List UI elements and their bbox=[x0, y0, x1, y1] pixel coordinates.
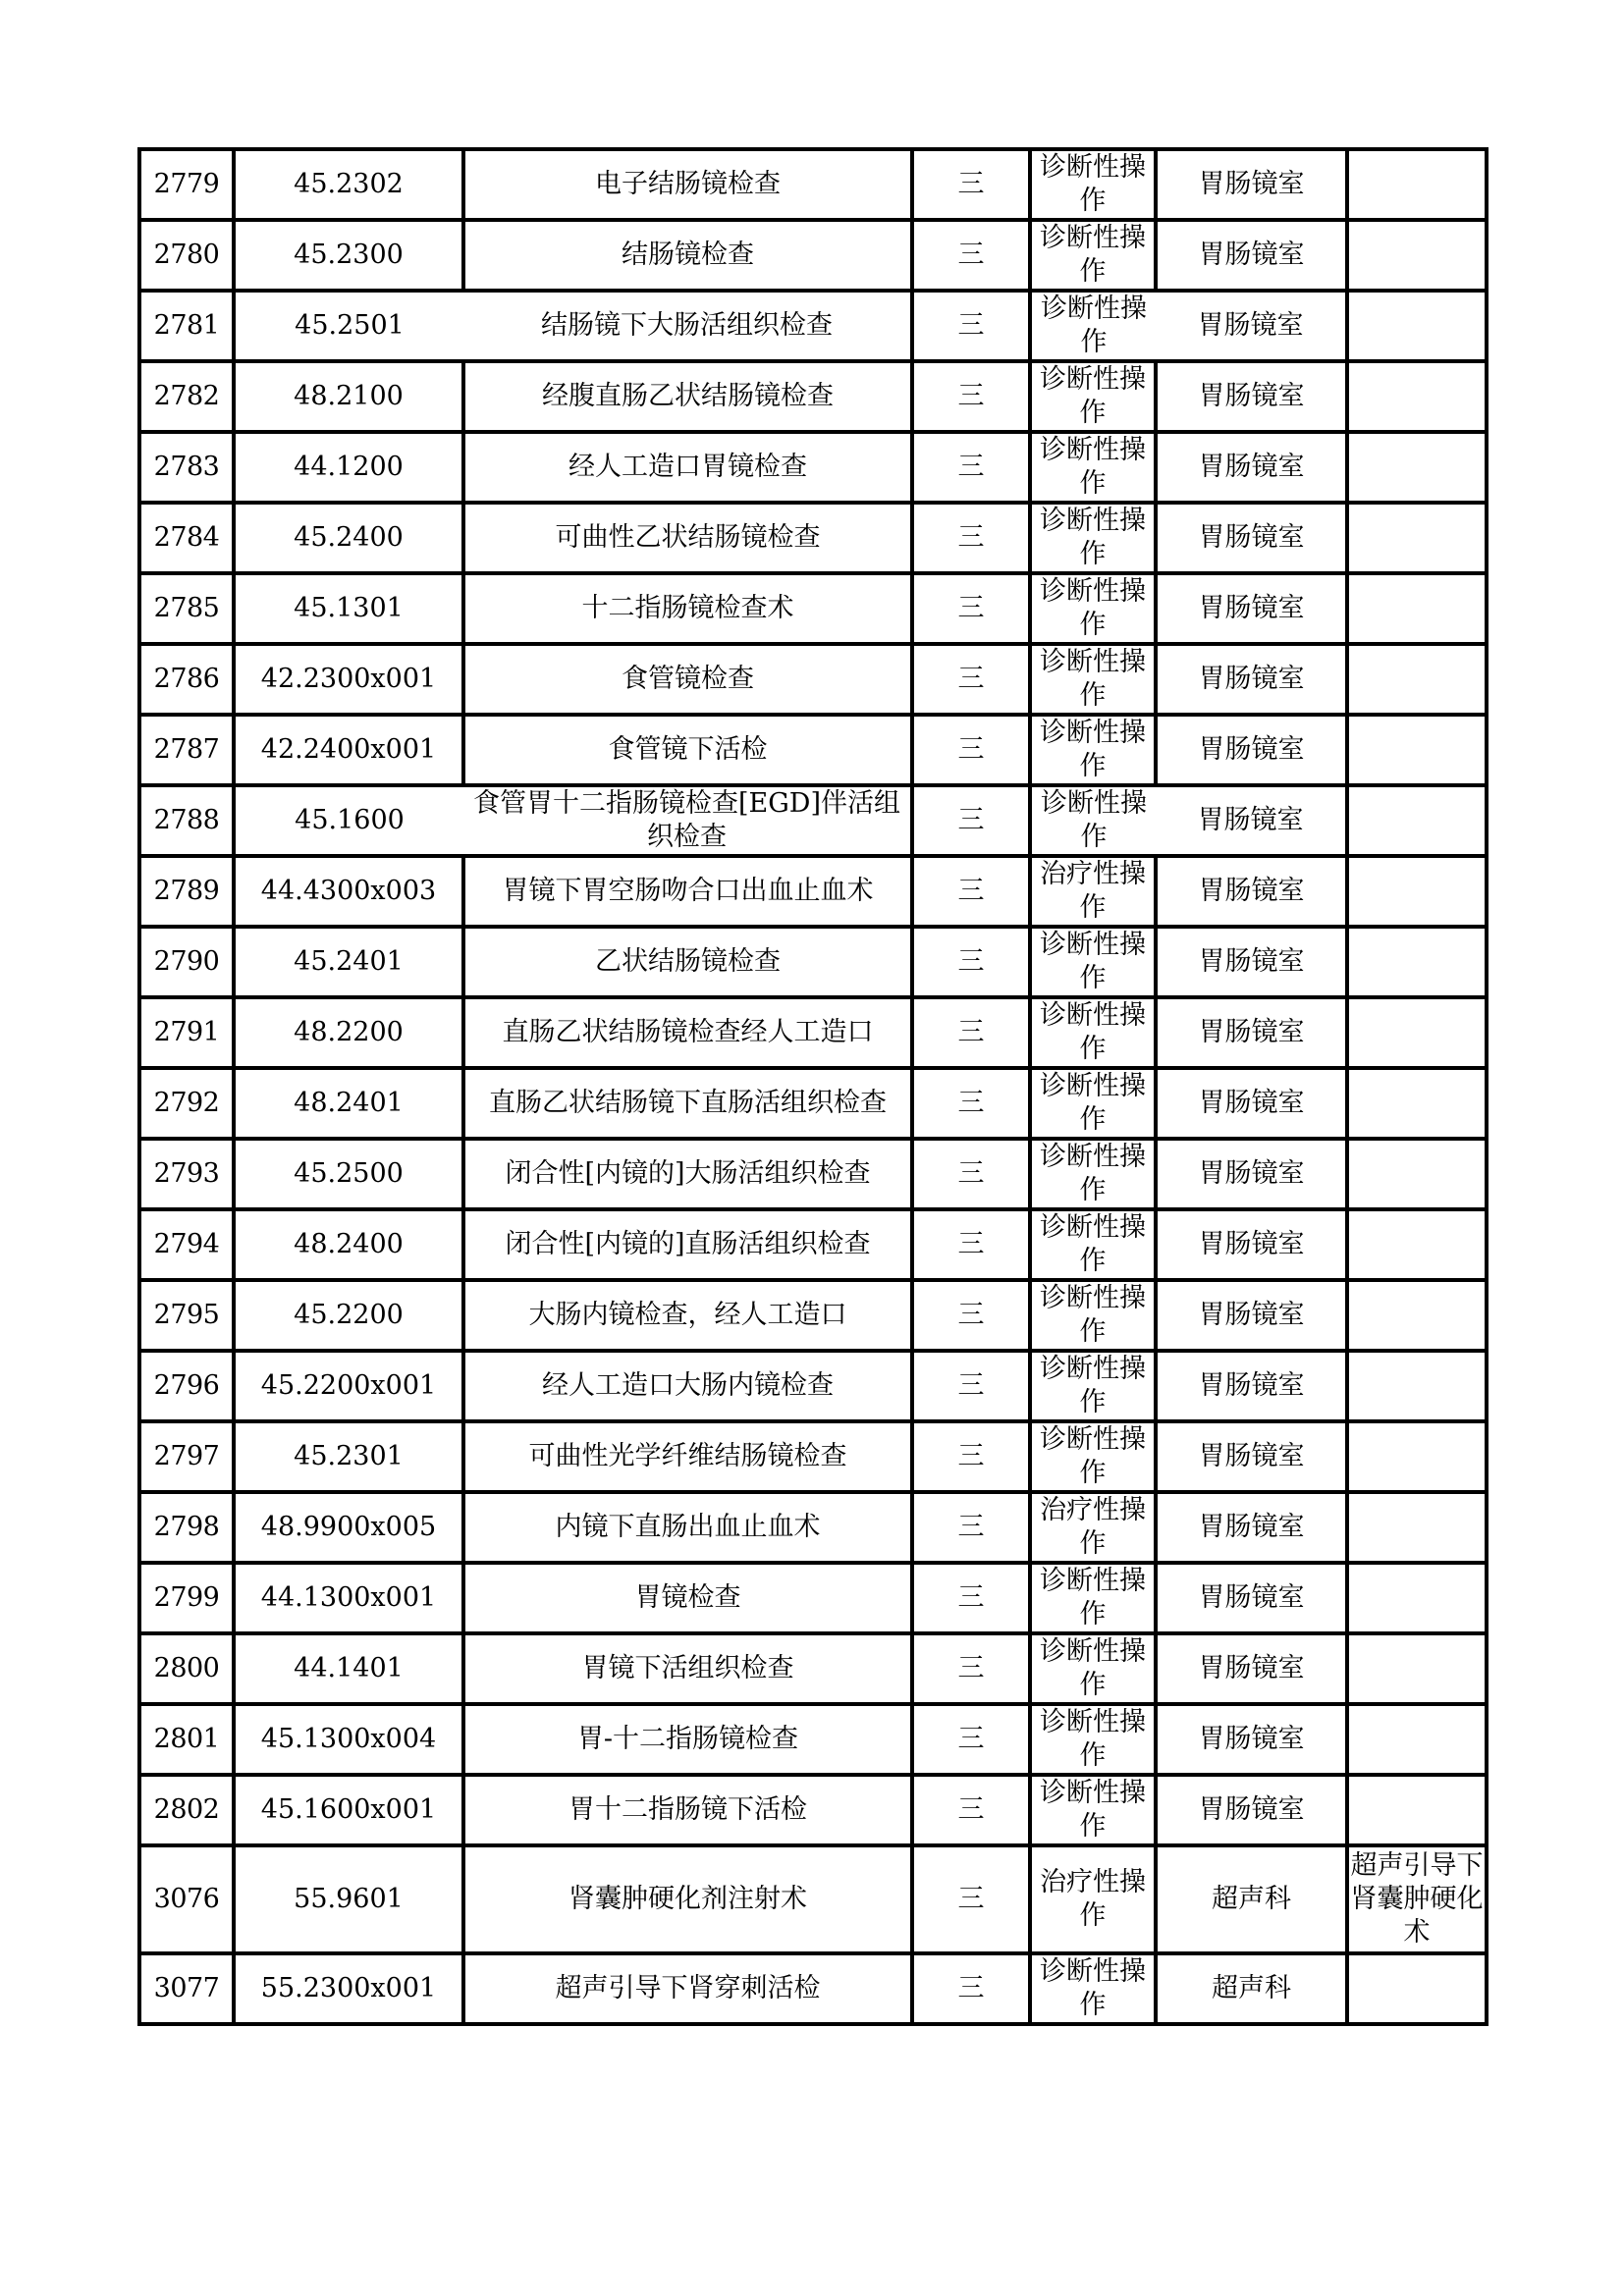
table-body bbox=[139, 149, 1487, 2024]
level-cell: 三 bbox=[912, 1704, 1030, 1775]
table-row bbox=[139, 1845, 1487, 1953]
seq-cell: 2780 bbox=[139, 220, 234, 291]
type-cell: 诊断性操作 bbox=[1030, 1775, 1156, 1845]
table-row bbox=[139, 715, 1487, 785]
table-row bbox=[139, 1704, 1487, 1775]
name-cell: 闭合性[内镜的]大肠活组织检查 bbox=[463, 1139, 912, 1209]
note-cell bbox=[1347, 1280, 1487, 1351]
code-cell: 45.1300x004 bbox=[234, 1704, 463, 1775]
name-cell: 肾囊肿硬化剂注射术 bbox=[463, 1845, 912, 1953]
table-row bbox=[139, 1563, 1487, 1633]
table-row bbox=[139, 220, 1487, 291]
type-cell: 诊断性操作 bbox=[1030, 1953, 1156, 2024]
seq-cell: 2802 bbox=[139, 1775, 234, 1845]
dept-cell: 胃肠镜室 bbox=[1156, 432, 1347, 503]
seq-cell: 2784 bbox=[139, 503, 234, 573]
type-cell: 诊断性操作 bbox=[1030, 644, 1156, 715]
level-cell: 三 bbox=[912, 1633, 1030, 1704]
dept-cell: 胃肠镜室 bbox=[1156, 149, 1347, 220]
dept-cell: 胃肠镜室 bbox=[1156, 1139, 1347, 1209]
seq-cell: 2789 bbox=[139, 856, 234, 927]
level-cell: 三 bbox=[912, 1421, 1030, 1492]
type-cell: 诊断性操作 bbox=[1030, 503, 1156, 573]
level-cell: 三 bbox=[912, 856, 1030, 927]
note-cell bbox=[1347, 1421, 1487, 1492]
type-cell: 治疗性操作 bbox=[1030, 1845, 1156, 1953]
table-row bbox=[139, 503, 1487, 573]
dept-cell: 胃肠镜室 bbox=[1156, 503, 1347, 573]
seq-cell: 2795 bbox=[139, 1280, 234, 1351]
note-cell bbox=[1347, 1139, 1487, 1209]
type-cell: 诊断性操作 bbox=[1030, 785, 1156, 856]
level-cell: 三 bbox=[912, 785, 1030, 856]
name-cell: 结肠镜检查 bbox=[463, 220, 912, 291]
seq-cell: 2800 bbox=[139, 1633, 234, 1704]
level-cell: 三 bbox=[912, 1845, 1030, 1953]
type-cell: 诊断性操作 bbox=[1030, 997, 1156, 1068]
note-cell bbox=[1347, 503, 1487, 573]
dept-cell: 胃肠镜室 bbox=[1156, 644, 1347, 715]
note-cell bbox=[1347, 997, 1487, 1068]
code-cell: 44.1200 bbox=[234, 432, 463, 503]
table-row bbox=[139, 432, 1487, 503]
code-cell: 48.2400 bbox=[234, 1209, 463, 1280]
seq-cell: 2793 bbox=[139, 1139, 234, 1209]
dept-cell: 胃肠镜室 bbox=[1156, 1775, 1347, 1845]
type-cell: 治疗性操作 bbox=[1030, 856, 1156, 927]
name-cell: 胃十二指肠镜下活检 bbox=[463, 1775, 912, 1845]
code-cell: 45.2302 bbox=[234, 149, 463, 220]
name-cell: 内镜下直肠出血止血术 bbox=[463, 1492, 912, 1563]
code-cell: 44.4300x003 bbox=[234, 856, 463, 927]
table-row bbox=[139, 785, 1487, 856]
note-cell bbox=[1347, 785, 1487, 856]
seq-cell: 2796 bbox=[139, 1351, 234, 1421]
level-cell: 三 bbox=[912, 644, 1030, 715]
type-cell: 诊断性操作 bbox=[1030, 1351, 1156, 1421]
level-cell: 三 bbox=[912, 1139, 1030, 1209]
name-cell: 电子结肠镜检查 bbox=[463, 149, 912, 220]
seq-cell: 2794 bbox=[139, 1209, 234, 1280]
table-row bbox=[139, 149, 1487, 220]
dept-cell: 胃肠镜室 bbox=[1156, 1633, 1347, 1704]
seq-cell: 2786 bbox=[139, 644, 234, 715]
note-cell bbox=[1347, 1209, 1487, 1280]
type-cell: 诊断性操作 bbox=[1030, 1421, 1156, 1492]
name-cell: 经人工造口胃镜检查 bbox=[463, 432, 912, 503]
code-cell: 42.2400x001 bbox=[234, 715, 463, 785]
note-cell bbox=[1347, 1704, 1487, 1775]
code-cell: 45.2301 bbox=[234, 1421, 463, 1492]
type-cell: 诊断性操作 bbox=[1030, 927, 1156, 997]
table-row bbox=[139, 856, 1487, 927]
dept-cell: 胃肠镜室 bbox=[1156, 1068, 1347, 1139]
table-row bbox=[139, 1953, 1487, 2024]
type-cell: 诊断性操作 bbox=[1030, 1280, 1156, 1351]
level-cell: 三 bbox=[912, 1563, 1030, 1633]
type-cell: 诊断性操作 bbox=[1030, 291, 1156, 361]
code-cell: 45.2500 bbox=[234, 1139, 463, 1209]
dept-cell: 胃肠镜室 bbox=[1156, 927, 1347, 997]
dept-cell: 胃肠镜室 bbox=[1156, 785, 1347, 856]
table-row bbox=[139, 1351, 1487, 1421]
name-cell: 胃镜下活组织检查 bbox=[463, 1633, 912, 1704]
dept-cell: 胃肠镜室 bbox=[1156, 1704, 1347, 1775]
table-row bbox=[139, 1775, 1487, 1845]
note-cell bbox=[1347, 1775, 1487, 1845]
seq-cell: 2798 bbox=[139, 1492, 234, 1563]
code-cell: 42.2300x001 bbox=[234, 644, 463, 715]
level-cell: 三 bbox=[912, 503, 1030, 573]
table-row bbox=[139, 1209, 1487, 1280]
type-cell: 诊断性操作 bbox=[1030, 1209, 1156, 1280]
seq-cell: 2801 bbox=[139, 1704, 234, 1775]
level-cell: 三 bbox=[912, 1280, 1030, 1351]
seq-cell: 2791 bbox=[139, 997, 234, 1068]
table-row bbox=[139, 927, 1487, 997]
dept-cell: 胃肠镜室 bbox=[1156, 1563, 1347, 1633]
type-cell: 诊断性操作 bbox=[1030, 361, 1156, 432]
code-cell: 48.2200 bbox=[234, 997, 463, 1068]
level-cell: 三 bbox=[912, 149, 1030, 220]
seq-cell: 2781 bbox=[139, 291, 234, 361]
seq-cell: 2797 bbox=[139, 1421, 234, 1492]
seq-cell: 2785 bbox=[139, 573, 234, 644]
procedure-table bbox=[137, 147, 1489, 2026]
note-cell bbox=[1347, 361, 1487, 432]
type-cell: 诊断性操作 bbox=[1030, 432, 1156, 503]
level-cell: 三 bbox=[912, 432, 1030, 503]
code-cell: 45.2400 bbox=[234, 503, 463, 573]
table-row bbox=[139, 1139, 1487, 1209]
dept-cell: 超声科 bbox=[1156, 1953, 1347, 2024]
table-row bbox=[139, 573, 1487, 644]
note-cell bbox=[1347, 1068, 1487, 1139]
table-row bbox=[139, 291, 1487, 361]
seq-cell: 2790 bbox=[139, 927, 234, 997]
level-cell: 三 bbox=[912, 1953, 1030, 2024]
type-cell: 诊断性操作 bbox=[1030, 1068, 1156, 1139]
level-cell: 三 bbox=[912, 1068, 1030, 1139]
note-cell bbox=[1347, 1633, 1487, 1704]
note-cell bbox=[1347, 1351, 1487, 1421]
level-cell: 三 bbox=[912, 220, 1030, 291]
name-cell: 闭合性[内镜的]直肠活组织检查 bbox=[463, 1209, 912, 1280]
name-cell: 经腹直肠乙状结肠镜检查 bbox=[463, 361, 912, 432]
name-cell: 直肠乙状结肠镜检查经人工造口 bbox=[463, 997, 912, 1068]
seq-cell: 2779 bbox=[139, 149, 234, 220]
level-cell: 三 bbox=[912, 1775, 1030, 1845]
level-cell: 三 bbox=[912, 361, 1030, 432]
dept-cell: 胃肠镜室 bbox=[1156, 997, 1347, 1068]
code-cell: 45.2200 bbox=[234, 1280, 463, 1351]
table-row bbox=[139, 997, 1487, 1068]
name-cell: 可曲性乙状结肠镜检查 bbox=[463, 503, 912, 573]
note-cell bbox=[1347, 291, 1487, 361]
code-cell: 45.2300 bbox=[234, 220, 463, 291]
table-row bbox=[139, 1633, 1487, 1704]
level-cell: 三 bbox=[912, 573, 1030, 644]
name-cell: 食管镜检查 bbox=[463, 644, 912, 715]
name-cell: 可曲性光学纤维结肠镜检查 bbox=[463, 1421, 912, 1492]
name-cell: 胃-十二指肠镜检查 bbox=[463, 1704, 912, 1775]
table-row bbox=[139, 1068, 1487, 1139]
note-cell bbox=[1347, 927, 1487, 997]
seq-cell: 2783 bbox=[139, 432, 234, 503]
table-row bbox=[139, 1421, 1487, 1492]
seq-cell: 2788 bbox=[139, 785, 234, 856]
note-cell: 超声引导下肾囊肿硬化术 bbox=[1347, 1845, 1487, 1953]
dept-cell: 胃肠镜室 bbox=[1156, 1351, 1347, 1421]
name-cell: 胃镜下胃空肠吻合口出血止血术 bbox=[463, 856, 912, 927]
code-cell: 45.2501 bbox=[234, 291, 463, 361]
seq-cell: 2782 bbox=[139, 361, 234, 432]
name-cell: 直肠乙状结肠镜下直肠活组织检查 bbox=[463, 1068, 912, 1139]
dept-cell: 胃肠镜室 bbox=[1156, 1280, 1347, 1351]
name-cell: 乙状结肠镜检查 bbox=[463, 927, 912, 997]
code-cell: 45.1600 bbox=[234, 785, 463, 856]
name-cell: 经人工造口大肠内镜检查 bbox=[463, 1351, 912, 1421]
level-cell: 三 bbox=[912, 1351, 1030, 1421]
name-cell: 十二指肠镜检查术 bbox=[463, 573, 912, 644]
type-cell: 诊断性操作 bbox=[1030, 220, 1156, 291]
type-cell: 诊断性操作 bbox=[1030, 1633, 1156, 1704]
seq-cell: 2799 bbox=[139, 1563, 234, 1633]
dept-cell: 胃肠镜室 bbox=[1156, 1492, 1347, 1563]
seq-cell: 2787 bbox=[139, 715, 234, 785]
table-row bbox=[139, 1492, 1487, 1563]
level-cell: 三 bbox=[912, 927, 1030, 997]
seq-cell: 2792 bbox=[139, 1068, 234, 1139]
dept-cell: 胃肠镜室 bbox=[1156, 1421, 1347, 1492]
dept-cell: 胃肠镜室 bbox=[1156, 291, 1347, 361]
code-cell: 45.2200x001 bbox=[234, 1351, 463, 1421]
type-cell: 诊断性操作 bbox=[1030, 715, 1156, 785]
type-cell: 诊断性操作 bbox=[1030, 1139, 1156, 1209]
note-cell bbox=[1347, 220, 1487, 291]
seq-cell: 3077 bbox=[139, 1953, 234, 2024]
note-cell bbox=[1347, 573, 1487, 644]
name-cell: 超声引导下肾穿刺活检 bbox=[463, 1953, 912, 2024]
dept-cell: 胃肠镜室 bbox=[1156, 573, 1347, 644]
code-cell: 44.1401 bbox=[234, 1633, 463, 1704]
dept-cell: 胃肠镜室 bbox=[1156, 856, 1347, 927]
dept-cell: 胃肠镜室 bbox=[1156, 1209, 1347, 1280]
note-cell bbox=[1347, 1492, 1487, 1563]
code-cell: 55.2300x001 bbox=[234, 1953, 463, 2024]
code-cell: 48.2401 bbox=[234, 1068, 463, 1139]
type-cell: 诊断性操作 bbox=[1030, 149, 1156, 220]
note-cell bbox=[1347, 1953, 1487, 2024]
dept-cell: 超声科 bbox=[1156, 1845, 1347, 1953]
name-cell: 食管胃十二指肠镜检查[EGD]伴活组织检查 bbox=[463, 785, 912, 856]
type-cell: 诊断性操作 bbox=[1030, 1563, 1156, 1633]
note-cell bbox=[1347, 856, 1487, 927]
table-row bbox=[139, 644, 1487, 715]
note-cell bbox=[1347, 1563, 1487, 1633]
table-row bbox=[139, 1280, 1487, 1351]
type-cell: 诊断性操作 bbox=[1030, 573, 1156, 644]
code-cell: 45.2401 bbox=[234, 927, 463, 997]
dept-cell: 胃肠镜室 bbox=[1156, 220, 1347, 291]
name-cell: 结肠镜下大肠活组织检查 bbox=[463, 291, 912, 361]
type-cell: 治疗性操作 bbox=[1030, 1492, 1156, 1563]
note-cell bbox=[1347, 149, 1487, 220]
type-cell: 诊断性操作 bbox=[1030, 1704, 1156, 1775]
level-cell: 三 bbox=[912, 1209, 1030, 1280]
level-cell: 三 bbox=[912, 291, 1030, 361]
code-cell: 44.1300x001 bbox=[234, 1563, 463, 1633]
seq-cell: 3076 bbox=[139, 1845, 234, 1953]
table-row bbox=[139, 361, 1487, 432]
name-cell: 胃镜检查 bbox=[463, 1563, 912, 1633]
level-cell: 三 bbox=[912, 715, 1030, 785]
note-cell bbox=[1347, 432, 1487, 503]
code-cell: 55.9601 bbox=[234, 1845, 463, 1953]
code-cell: 48.2100 bbox=[234, 361, 463, 432]
note-cell bbox=[1347, 715, 1487, 785]
level-cell: 三 bbox=[912, 1492, 1030, 1563]
dept-cell: 胃肠镜室 bbox=[1156, 715, 1347, 785]
code-cell: 45.1301 bbox=[234, 573, 463, 644]
level-cell: 三 bbox=[912, 997, 1030, 1068]
note-cell bbox=[1347, 644, 1487, 715]
name-cell: 大肠内镜检查，经人工造口 bbox=[463, 1280, 912, 1351]
name-cell: 食管镜下活检 bbox=[463, 715, 912, 785]
dept-cell: 胃肠镜室 bbox=[1156, 361, 1347, 432]
code-cell: 48.9900x005 bbox=[234, 1492, 463, 1563]
code-cell: 45.1600x001 bbox=[234, 1775, 463, 1845]
